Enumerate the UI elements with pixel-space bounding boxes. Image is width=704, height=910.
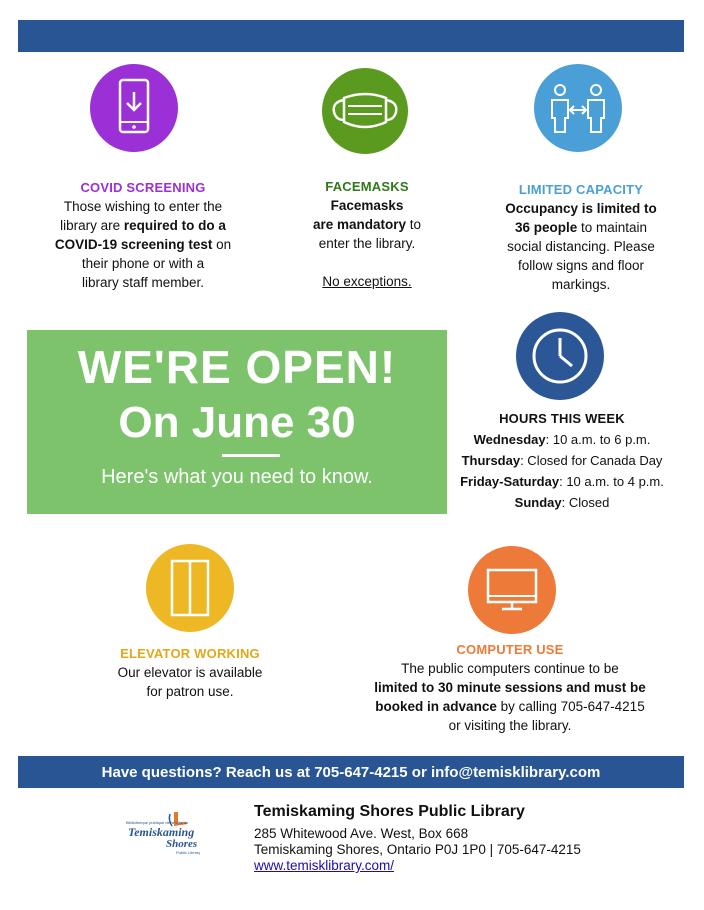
computer-block bbox=[360, 640, 660, 735]
limited-capacity-heading: LIMITED CAPACITY bbox=[518, 182, 644, 197]
facemasks-heading: FACEMASKS bbox=[325, 179, 409, 194]
capacity-text-bold: 36 people bbox=[514, 220, 578, 235]
limited-capacity-block bbox=[490, 180, 672, 294]
hours-block bbox=[452, 408, 672, 513]
logo-name-2: Shores bbox=[166, 838, 198, 850]
top-banner bbox=[18, 20, 684, 52]
hero-title: WE'RE OPEN! bbox=[77, 341, 397, 393]
hours-time: : Closed for Canada Day bbox=[520, 453, 663, 468]
hours-row bbox=[452, 471, 672, 492]
capacity-text: to maintain bbox=[577, 220, 648, 235]
elevator-circle bbox=[146, 544, 234, 632]
hours-row bbox=[452, 492, 672, 513]
covid-text-line: library staff member. bbox=[81, 275, 205, 290]
computer-text-bold: limited to 30 minute sessions and must be bbox=[374, 680, 646, 695]
covid-text: library are bbox=[60, 218, 124, 233]
hours-day: Sunday bbox=[514, 495, 562, 510]
hero-subtitle: Here's what you need to know. bbox=[101, 466, 373, 488]
monitor-icon bbox=[484, 566, 540, 614]
library-logo bbox=[124, 810, 214, 858]
covid-text-line: their phone or with a bbox=[81, 256, 205, 271]
facemasks-text-bold: Facemasks bbox=[330, 198, 404, 213]
hours-day: Thursday bbox=[461, 453, 521, 468]
computer-circle bbox=[468, 546, 556, 634]
clock-icon bbox=[530, 326, 590, 386]
facemasks-text-line: enter the library. bbox=[318, 236, 416, 251]
elevator-block bbox=[100, 644, 280, 701]
logo-sub: Public Library bbox=[176, 850, 201, 855]
hero-date: On June 30 bbox=[118, 398, 356, 447]
website-link[interactable]: www.temisklibrary.com/ bbox=[254, 858, 395, 873]
hero-underline bbox=[222, 454, 280, 457]
covid-text-bold: COVID-19 screening test bbox=[54, 237, 213, 252]
capacity-text-line: follow signs and floor bbox=[517, 258, 645, 273]
covid-screening-circle bbox=[90, 64, 178, 152]
library-name: Temiskaming Shores Public Library bbox=[254, 803, 525, 820]
facemasks-text: to bbox=[406, 217, 422, 232]
facemasks-block bbox=[292, 177, 442, 291]
logo-tagline: Bibliothèque publique de la Ville de bbox=[126, 820, 189, 825]
hours-circle bbox=[516, 312, 604, 400]
computer-text-line: The public computers continue to be bbox=[401, 661, 619, 676]
capacity-text-bold: Occupancy is limited to bbox=[505, 201, 657, 216]
no-exceptions-text: No exceptions. bbox=[322, 274, 412, 289]
computer-heading: COMPUTER USE bbox=[456, 642, 564, 657]
hours-time: : Closed bbox=[561, 495, 610, 510]
footer-contact bbox=[254, 804, 581, 874]
hours-day: Wednesday bbox=[473, 432, 546, 447]
hours-heading: HOURS THIS WEEK bbox=[499, 411, 625, 426]
computer-text-bold: booked in advance bbox=[375, 699, 497, 714]
elevator-heading: ELEVATOR WORKING bbox=[120, 646, 260, 661]
capacity-text-line: social distancing. Please bbox=[507, 239, 655, 254]
address-line-2: Temiskaming Shores, Ontario P0J 1P0 | 705-647-4215 bbox=[254, 842, 581, 857]
covid-screening-heading: COVID SCREENING bbox=[80, 180, 206, 195]
hours-row bbox=[452, 450, 672, 471]
elevator-text-line: Our elevator is available bbox=[117, 665, 263, 680]
facemasks-text-bold: are mandatory bbox=[312, 217, 407, 232]
hours-time: : 10 a.m. to 6 p.m. bbox=[545, 432, 651, 447]
library-logo-graphic bbox=[124, 810, 214, 858]
hours-day: Friday-Saturday bbox=[460, 474, 560, 489]
hours-time: : 10 a.m. to 4 p.m. bbox=[559, 474, 664, 489]
distancing-people-icon bbox=[546, 80, 610, 136]
covid-text-line: Those wishing to enter the bbox=[63, 199, 223, 214]
elevator-text-line: for patron use. bbox=[146, 684, 234, 699]
covid-screening-block bbox=[38, 178, 248, 292]
capacity-text-line: markings. bbox=[551, 277, 611, 292]
covid-text: on bbox=[212, 237, 232, 252]
facemask-icon bbox=[328, 86, 402, 136]
logo-name-1: Temiskaming bbox=[128, 825, 195, 839]
address-line-1: 285 Whitewood Ave. West, Box 668 bbox=[254, 826, 469, 841]
facemasks-circle bbox=[322, 68, 408, 154]
contact-bar: Have questions? Reach us at 705-647-4215 or info@temisklibrary.com bbox=[18, 756, 684, 788]
phone-download-icon bbox=[112, 76, 156, 140]
computer-text-line: or visiting the library. bbox=[448, 718, 572, 733]
covid-text-bold: required to do a bbox=[123, 218, 226, 233]
computer-text: by calling 705-647-4215 bbox=[496, 699, 645, 714]
were-open-banner bbox=[27, 330, 447, 514]
hours-row bbox=[452, 429, 672, 450]
limited-capacity-circle bbox=[534, 64, 622, 152]
elevator-icon bbox=[168, 557, 212, 619]
